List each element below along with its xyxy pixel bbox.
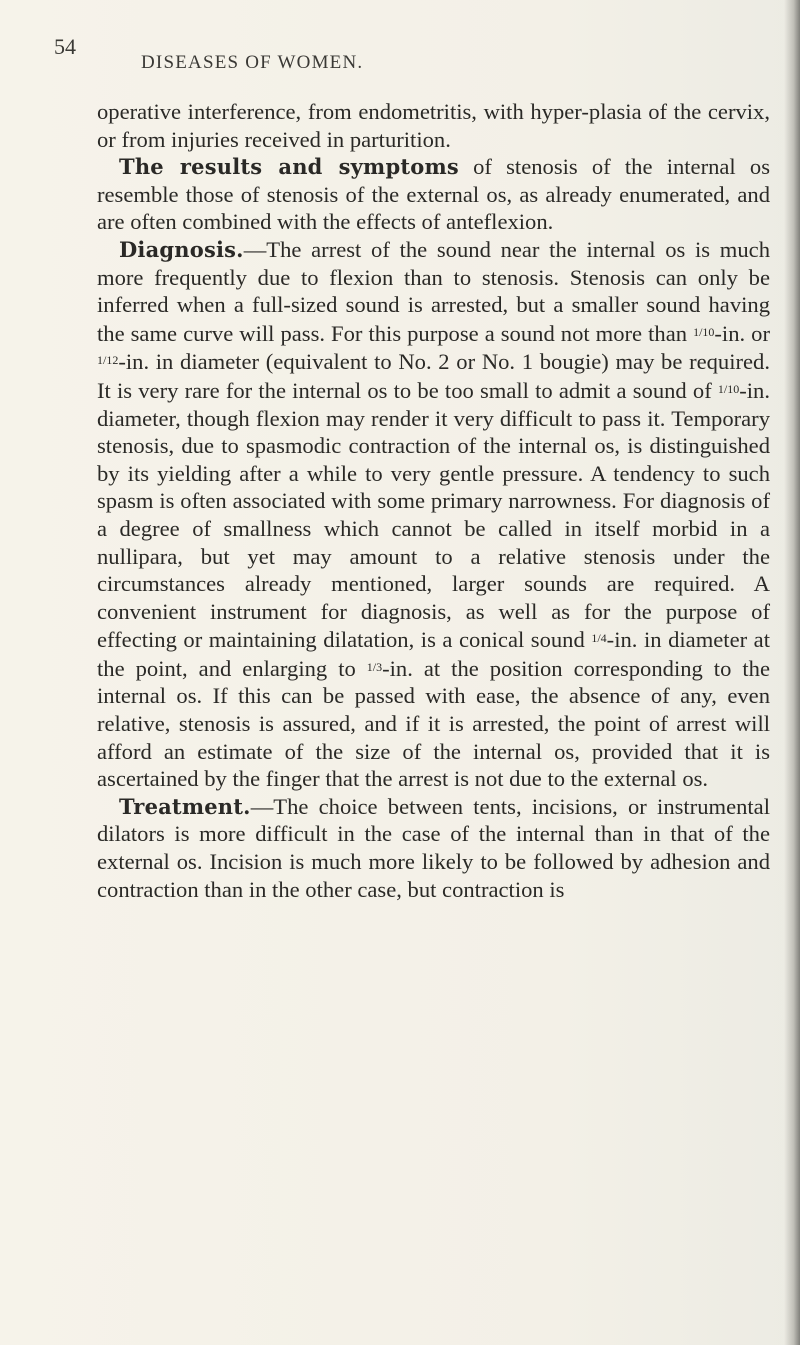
paragraph-text: -in. or [714, 320, 771, 346]
fraction: 1/4 [591, 631, 607, 646]
fraction: 1/10 [717, 381, 740, 396]
paragraph-continuation [97, 98, 770, 153]
fraction: 1/3 [366, 659, 383, 674]
page-number: 54 [54, 34, 76, 59]
paragraph-text: -in. in diameter (equivalent to No. 2 or No. 1 bougie) may be required. It is very rare for the internal os to be too small to admit a sound of [97, 349, 770, 403]
paragraph-text: operative interference, from endometritis, with hyper-plasia of the cervix, or from injuries received in parturition. [97, 99, 770, 152]
paragraph-text: -in. at the position corresponding to the internal os. If this can be passed with ease, the absence of any, even relative, stenosis is assured, and if it is arrested, the point of arrest will afford an estimate of the size of the internal os, provided that it is ascertained by the finger that the arrest is not due to the external os. [97, 655, 770, 792]
paragraph-text: —The arrest of the sound near the internal os is much more frequently due to flexion than to stenosis. Stenosis can only be inferred when a full-sized sound is arrested, but a smaller sound having the same curve will pass. For this purpose a sound not more than [97, 236, 770, 346]
page-edge-shadow [784, 0, 800, 1345]
section-heading-diagnosis: Diagnosis. [119, 236, 244, 262]
paragraph-diagnosis [97, 236, 770, 793]
paragraph-treatment [97, 793, 770, 903]
body-text [97, 98, 770, 903]
paragraph-text: -in. in diameter at the point, and enlarging to [97, 627, 770, 681]
running-head: DISEASES OF WOMEN. [141, 52, 364, 73]
paragraph-text: of stenosis of the internal os resemble those of stenosis of the external os, as already enumerated, and are often combined with the effects of anteflexion. [97, 154, 770, 235]
page-header [54, 34, 760, 74]
fraction: 1/10 [693, 324, 715, 339]
section-heading-treatment: Treatment. [119, 793, 251, 819]
paragraph-results-symptoms [97, 153, 770, 236]
paragraph-text: —The choice between tents, incisions, or instrumental dilators is more difficult in the case of the internal than in that of the external os. Incision is much more likely to be followed by adhesion and contraction than in the other case, but contraction is [97, 793, 770, 902]
section-heading-results: The results and symptoms [119, 154, 459, 180]
paragraph-text: -in. diameter, though flexion may render it very difficult to pass it. Temporary stenosis, due to spasmodic contraction of the internal os, is distinguished by its yielding after a while to very gentle pressure. A tendency to such spasm is often associated with some primary narrowness. For diagnosis of a degree of smallness which cannot be called in itself morbid in a nullipara, but yet may amount to a relative stenosis under the circumstances already mentioned, larger sounds are required. A convenient instrument for diagnosis, as well as for the purpose of effecting or maintaining dilatation, is a conical sound [97, 377, 770, 653]
fraction: 1/12 [97, 353, 119, 368]
